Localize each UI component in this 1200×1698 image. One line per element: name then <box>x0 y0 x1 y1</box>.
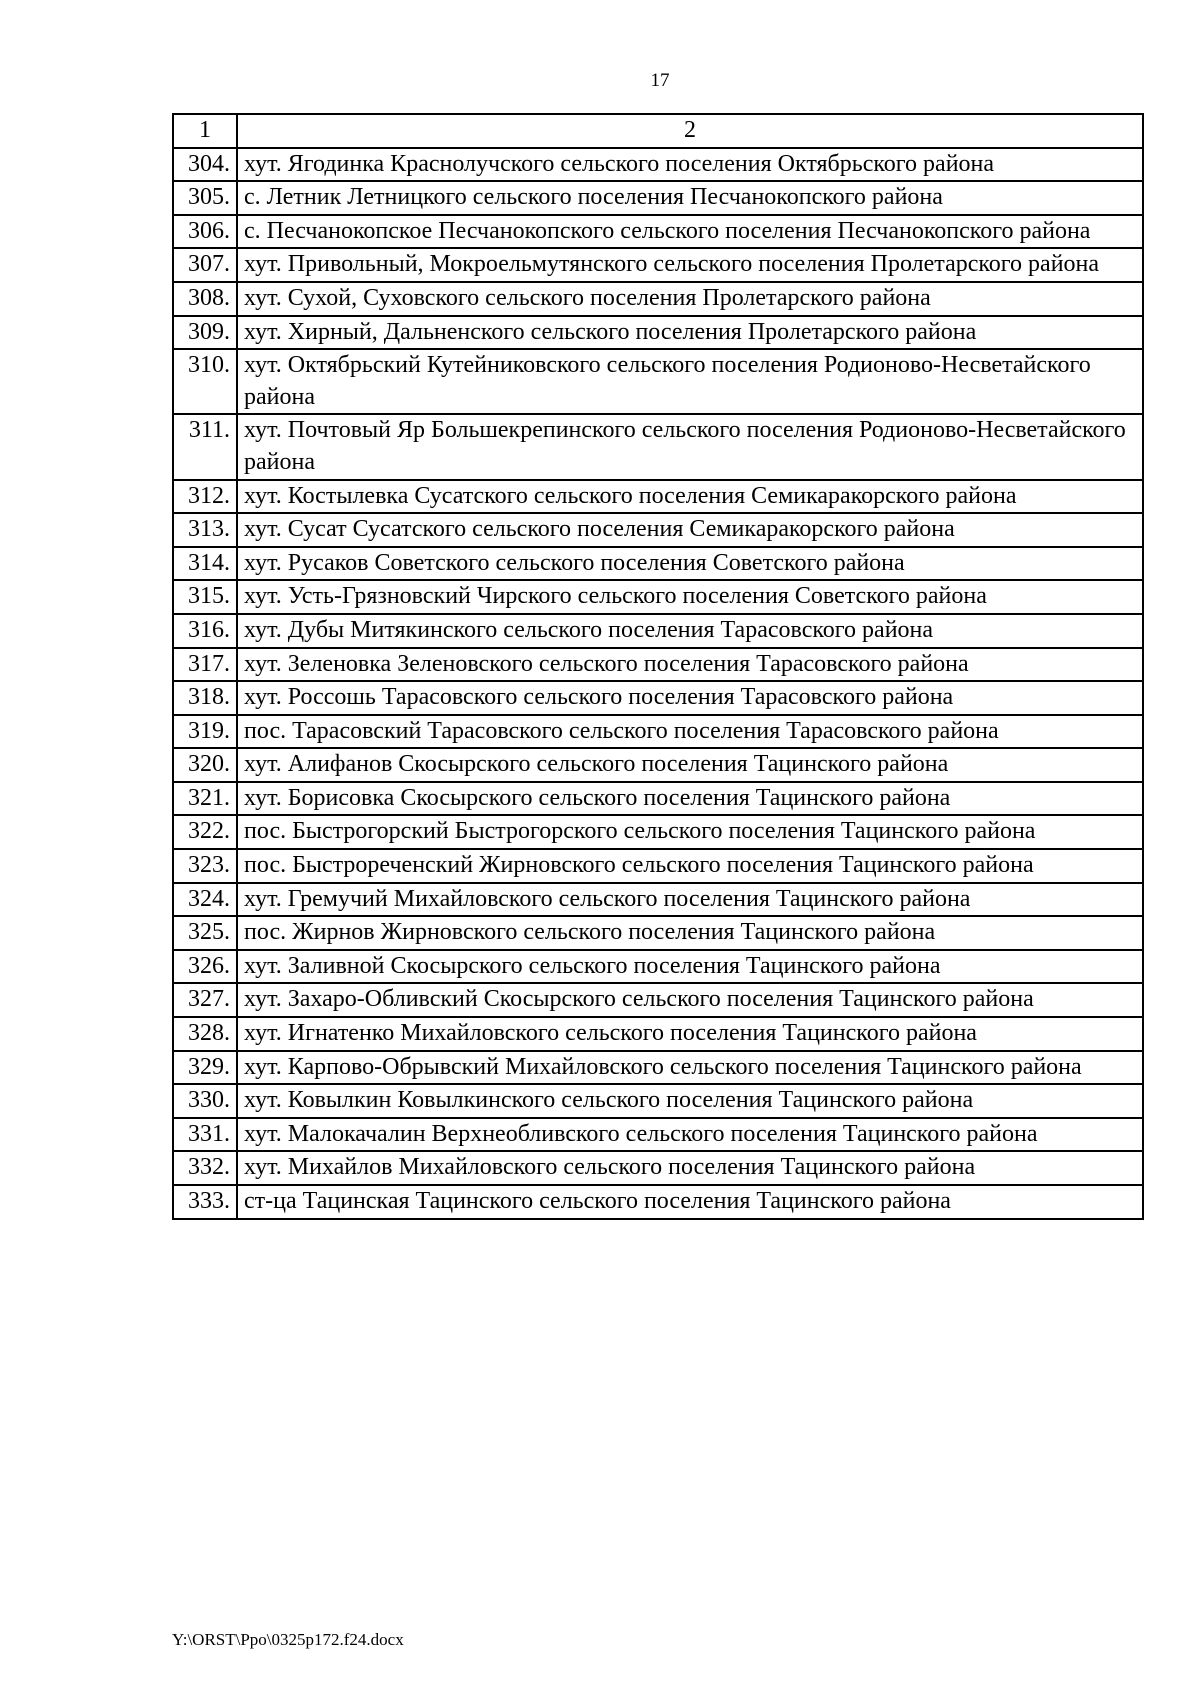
table-row <box>173 580 1143 614</box>
table-row <box>173 1118 1143 1152</box>
row-number: 316. <box>173 614 237 648</box>
settlement-name: пос. Быстрогорский Быстрогорского сельского поселения Тацинского района <box>237 815 1143 849</box>
table-row <box>173 748 1143 782</box>
row-number: 317. <box>173 648 237 682</box>
row-number: 311. <box>173 414 237 479</box>
header-cell-number: 1 <box>173 114 237 148</box>
settlement-name: хут. Захаро-Обливский Скосырского сельского поселения Тацинского района <box>237 983 1143 1017</box>
row-number: 328. <box>173 1017 237 1051</box>
settlement-name: с. Песчанокопское Песчанокопского сельского поселения Песчанокопского района <box>237 215 1143 249</box>
settlement-name: пос. Тарасовский Тарасовского сельского поселения Тарасовского района <box>237 715 1143 749</box>
row-number: 326. <box>173 950 237 984</box>
table-row <box>173 316 1143 350</box>
settlement-name: хут. Костылевка Сусатского сельского поселения Семикаракорского района <box>237 480 1143 514</box>
settlements-table <box>172 113 1144 1220</box>
table-row <box>173 480 1143 514</box>
row-number: 320. <box>173 748 237 782</box>
row-number: 321. <box>173 782 237 816</box>
table-row <box>173 181 1143 215</box>
table-row <box>173 782 1143 816</box>
settlement-name: хут. Почтовый Яр Большекрепинского сельского поселения Родионово-Несветайского района <box>237 414 1143 479</box>
file-path-footer: Y:\ORST\Ppo\0325p172.f24.docx <box>172 1630 404 1649</box>
table-row <box>173 148 1143 182</box>
row-number: 332. <box>173 1151 237 1185</box>
table-row <box>173 681 1143 715</box>
settlement-name: хут. Привольный, Мокроельмутянского сельского поселения Пролетарского района <box>237 248 1143 282</box>
table-row <box>173 648 1143 682</box>
table-row <box>173 983 1143 1017</box>
settlement-name: хут. Игнатенко Михайловского сельского поселения Тацинского района <box>237 1017 1143 1051</box>
settlement-name: хут. Зеленовка Зеленовского сельского поселения Тарасовского района <box>237 648 1143 682</box>
settlement-name: хут. Хирный, Дальненского сельского поселения Пролетарского района <box>237 316 1143 350</box>
row-number: 309. <box>173 316 237 350</box>
settlement-name: хут. Усть-Грязновский Чирского сельского поселения Советского района <box>237 580 1143 614</box>
settlement-name: пос. Жирнов Жирновского сельского поселения Тацинского района <box>237 916 1143 950</box>
settlement-name: хут. Гремучий Михайловского сельского поселения Тацинского района <box>237 883 1143 917</box>
settlement-name: хут. Россошь Тарасовского сельского поселения Тарасовского района <box>237 681 1143 715</box>
row-number: 310. <box>173 349 237 414</box>
header-cell-settlement: 2 <box>237 114 1143 148</box>
table-row <box>173 1017 1143 1051</box>
settlement-name: хут. Русаков Советского сельского поселения Советского района <box>237 547 1143 581</box>
settlement-name: пос. Быстрореченский Жирновского сельского поселения Тацинского района <box>237 849 1143 883</box>
table-row <box>173 916 1143 950</box>
table-row <box>173 282 1143 316</box>
row-number: 306. <box>173 215 237 249</box>
table-row <box>173 349 1143 414</box>
row-number: 325. <box>173 916 237 950</box>
table-row <box>173 614 1143 648</box>
table-header-row <box>173 114 1143 148</box>
row-number: 322. <box>173 815 237 849</box>
table-row <box>173 715 1143 749</box>
table-row <box>173 513 1143 547</box>
row-number: 330. <box>173 1084 237 1118</box>
row-number: 331. <box>173 1118 237 1152</box>
row-number: 312. <box>173 480 237 514</box>
settlement-name: хут. Заливной Скосырского сельского поселения Тацинского района <box>237 950 1143 984</box>
row-number: 313. <box>173 513 237 547</box>
settlement-name: хут. Карпово-Обрывский Михайловского сельского поселения Тацинского района <box>237 1051 1143 1085</box>
table-row <box>173 248 1143 282</box>
table-row <box>173 849 1143 883</box>
table-row <box>173 1185 1143 1219</box>
settlement-name: хут. Ягодинка Краснолучского сельского поселения Октябрьского района <box>237 148 1143 182</box>
row-number: 318. <box>173 681 237 715</box>
row-number: 304. <box>173 148 237 182</box>
settlement-name: хут. Михайлов Михайловского сельского поселения Тацинского района <box>237 1151 1143 1185</box>
settlement-name: ст-ца Тацинская Тацинского сельского поселения Тацинского района <box>237 1185 1143 1219</box>
row-number: 319. <box>173 715 237 749</box>
table-row <box>173 1151 1143 1185</box>
table-row <box>173 883 1143 917</box>
settlement-name: хут. Сухой, Суховского сельского поселения Пролетарского района <box>237 282 1143 316</box>
row-number: 315. <box>173 580 237 614</box>
settlement-name: хут. Сусат Сусатского сельского поселения Семикаракорского района <box>237 513 1143 547</box>
row-number: 333. <box>173 1185 237 1219</box>
row-number: 307. <box>173 248 237 282</box>
page-number: 17 <box>650 70 670 91</box>
table-row <box>173 1084 1143 1118</box>
row-number: 308. <box>173 282 237 316</box>
settlement-name: хут. Алифанов Скосырского сельского поселения Тацинского района <box>237 748 1143 782</box>
settlement-name: хут. Малокачалин Верхнеобливского сельского поселения Тацинского района <box>237 1118 1143 1152</box>
table-row <box>173 1051 1143 1085</box>
row-number: 324. <box>173 883 237 917</box>
settlement-name: хут. Ковылкин Ковылкинского сельского поселения Тацинского района <box>237 1084 1143 1118</box>
row-number: 327. <box>173 983 237 1017</box>
row-number: 305. <box>173 181 237 215</box>
table-row <box>173 547 1143 581</box>
row-number: 323. <box>173 849 237 883</box>
settlement-name: с. Летник Летницкого сельского поселения Песчанокопского района <box>237 181 1143 215</box>
row-number: 329. <box>173 1051 237 1085</box>
table-row <box>173 815 1143 849</box>
settlement-name: хут. Борисовка Скосырского сельского поселения Тацинского района <box>237 782 1143 816</box>
table-row <box>173 950 1143 984</box>
settlement-name: хут. Дубы Митякинского сельского поселения Тарасовского района <box>237 614 1143 648</box>
settlement-name: хут. Октябрьский Кутейниковского сельского поселения Родионово-Несветайского района <box>237 349 1143 414</box>
table-row <box>173 414 1143 479</box>
row-number: 314. <box>173 547 237 581</box>
table-row <box>173 215 1143 249</box>
